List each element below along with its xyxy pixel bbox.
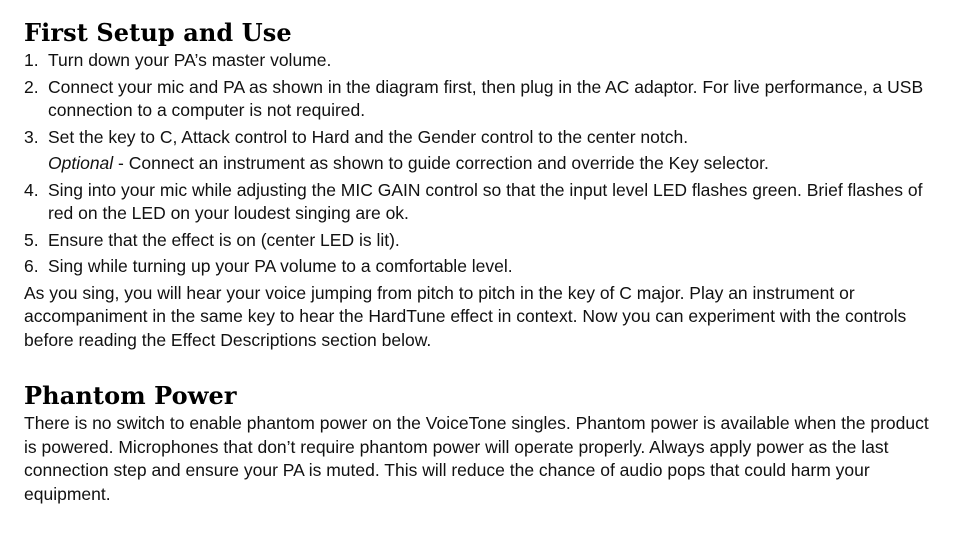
optional-label: Optional [48, 153, 114, 173]
step-number: 3. [24, 126, 39, 147]
heading-first-setup: First Setup and Use [24, 18, 292, 47]
step-item [24, 179, 929, 226]
step-number: 2. [24, 76, 39, 97]
setup-steps-list-continued [24, 179, 929, 279]
step-item [24, 255, 929, 279]
step-text: Sing into your mic while adjusting the MIC GAIN control so that the input level LED flashes green. Brief flashes of red on the LED on your loudest singing are ok. [48, 179, 923, 223]
step-number: 6. [24, 256, 39, 276]
step-item [24, 126, 929, 150]
step-number: 1. [24, 50, 39, 70]
step-text: Ensure that the effect is on (center LED is lit). [48, 229, 400, 250]
heading-phantom-power: Phantom Power [24, 381, 237, 410]
optional-text: - Connect an instrument as shown to guide correction and override the Key selector. [113, 153, 769, 173]
step-item [24, 229, 929, 253]
step-number: 5. [24, 229, 39, 250]
step-text: Sing while turning up your PA volume to a comfortable level. [48, 256, 513, 276]
step-number: 4. [24, 179, 39, 200]
step-text: Turn down your PA’s master volume. [48, 50, 332, 70]
closing-paragraph: As you sing, you will hear your voice jumping from pitch to pitch in the key of C major. Play an instrument or accompaniment in the same key to hear the HardTune effect in context. Now you can experiment with the controls before reading the Effect Descriptions section below. [24, 282, 907, 350]
setup-steps-list [24, 49, 929, 149]
optional-note [24, 152, 929, 176]
step-text: Set the key to C, Attack control to Hard and the Gender control to the center notch. [48, 126, 689, 147]
step-item [24, 76, 929, 123]
document-page [24, 18, 929, 506]
step-text: Connect your mic and PA as shown in the diagram first, then plug in the AC adaptor. For live performance, a USB connection to a computer is not required. [48, 76, 924, 120]
phantom-power-paragraph: There is no switch to enable phantom power on the VoiceTone singles. Phantom power is available when the product is powered. Microphones that don’t require phantom power will operate properly. Always apply power as the last connection step and ensure your PA is muted. This will reduce the chance of audio pops that could harm your equipment. [24, 413, 929, 504]
step-item [24, 49, 929, 73]
